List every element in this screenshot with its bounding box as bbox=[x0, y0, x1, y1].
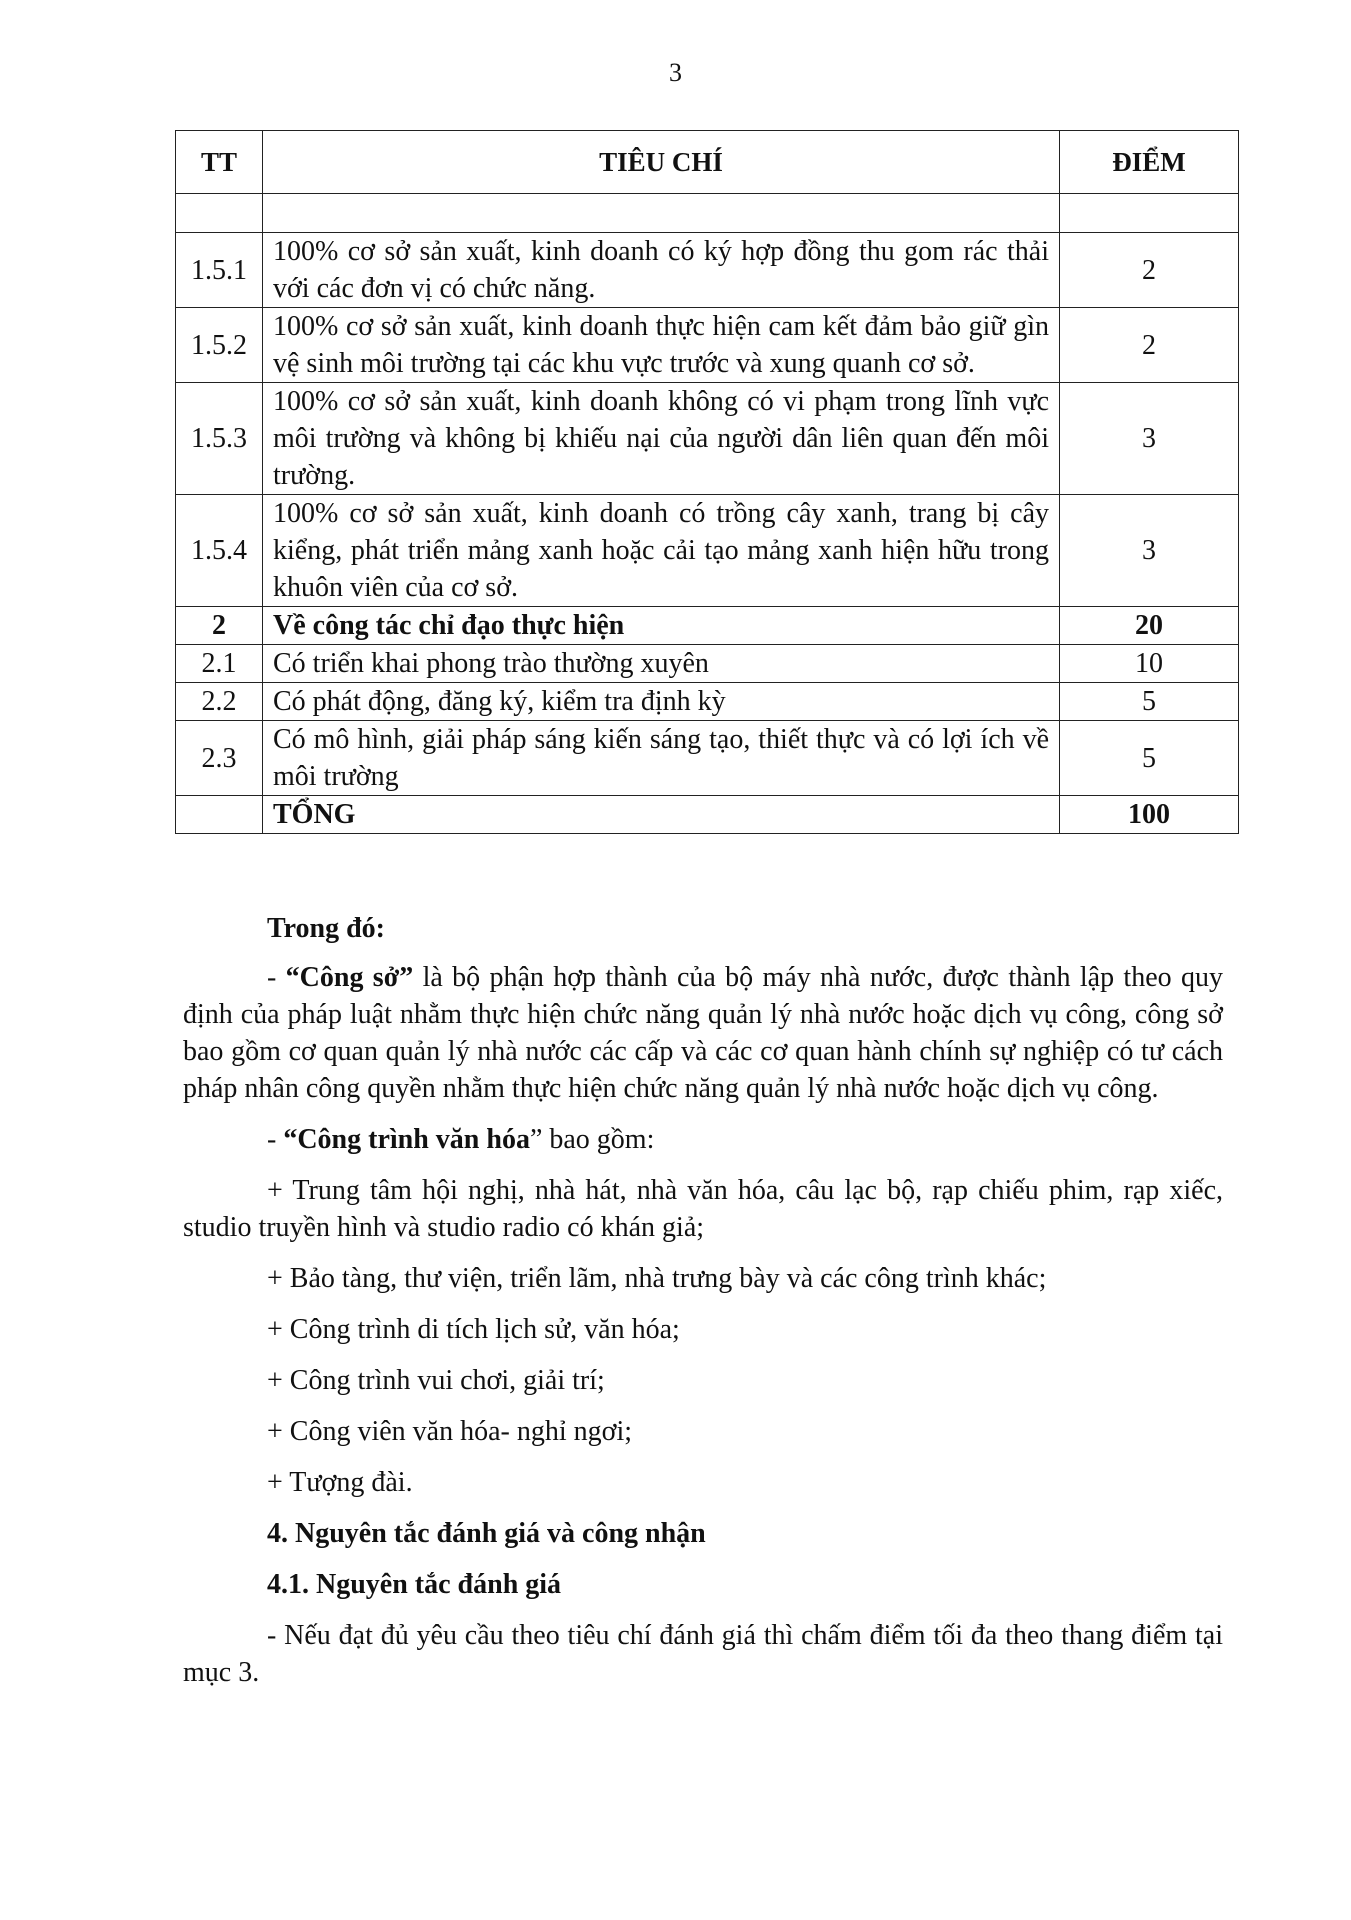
row-points: 5 bbox=[1060, 721, 1239, 796]
row-tt: 2.3 bbox=[176, 721, 263, 796]
row-criteria: Có phát động, đăng ký, kiểm tra định kỳ bbox=[263, 683, 1060, 721]
row-criteria: 100% cơ sở sản xuất, kinh doanh có trồng cây xanh, trang bị cây kiểng, phát triển mảng xanh hoặc cải tạo mảng xanh hiện hữu trong khuôn viên của cơ sở. bbox=[263, 495, 1060, 607]
row-points: 3 bbox=[1060, 495, 1239, 607]
row-criteria: 100% cơ sở sản xuất, kinh doanh có ký hợp đồng thu gom rác thải với các đơn vị có chức năng. bbox=[263, 233, 1060, 308]
row-criteria: Có triển khai phong trào thường xuyên bbox=[263, 645, 1060, 683]
cong-trinh-intro: ” bao gồm: bbox=[529, 1124, 655, 1155]
list-item: + Trung tâm hội nghị, nhà hát, nhà văn hóa, câu lạc bộ, rạp chiếu phim, rạp xiếc, studio truyền hình và studio radio có khán giả; bbox=[183, 1175, 1223, 1243]
header-criteria: TIÊU CHÍ bbox=[263, 131, 1060, 194]
list-item: + Công viên văn hóa- nghỉ ngơi; bbox=[267, 1416, 632, 1447]
row-points: 3 bbox=[1060, 383, 1239, 495]
section-4-heading: 4. Nguyên tắc đánh giá và công nhận bbox=[267, 1518, 706, 1549]
row-tt: 1.5.4 bbox=[176, 495, 263, 607]
row-criteria: Về công tác chỉ đạo thực hiện bbox=[263, 607, 1060, 645]
total-points: 100 bbox=[1060, 796, 1239, 834]
row-criteria: Có mô hình, giải pháp sáng kiến sáng tạo, thiết thực và có lợi ích về môi trường bbox=[263, 721, 1060, 796]
row-criteria: 100% cơ sở sản xuất, kinh doanh thực hiện cam kết đảm bảo giữ gìn vệ sinh môi trường tại các khu vực trước và xung quanh cơ sở. bbox=[263, 308, 1060, 383]
table-row-section bbox=[176, 607, 1239, 645]
row-points: 10 bbox=[1060, 645, 1239, 683]
table-header-row bbox=[176, 131, 1239, 194]
table-row bbox=[176, 645, 1239, 683]
table-row bbox=[176, 383, 1239, 495]
body-text bbox=[183, 910, 1223, 1691]
header-points: ĐIỂM bbox=[1060, 131, 1239, 194]
row-tt: 1.5.2 bbox=[176, 308, 263, 383]
header-tt: TT bbox=[176, 131, 263, 194]
trong-do-heading: Trong đó: bbox=[267, 913, 385, 944]
row-tt: 2 bbox=[176, 607, 263, 645]
table-row bbox=[176, 683, 1239, 721]
row-criteria: 100% cơ sở sản xuất, kinh doanh không có vi phạm trong lĩnh vực môi trường và không bị khiếu nại của người dân liên quan đến môi trường. bbox=[263, 383, 1060, 495]
table-row bbox=[176, 495, 1239, 607]
cong-so-paragraph: - “Công sở” là bộ phận hợp thành của bộ máy nhà nước, được thành lập theo quy định của pháp luật nhằm thực hiện chức năng quản lý nhà nước hoặc dịch vụ công, công sở bao gồm cơ quan quản lý nhà nước các cấp và các cơ quan hành chính sự nghiệp có tư cách pháp nhân công quyền nhằm thực hiện chức năng quản lý nhà nước hoặc dịch vụ công. bbox=[183, 962, 1223, 1104]
row-tt: 1.5.1 bbox=[176, 233, 263, 308]
total-label: TỔNG bbox=[263, 796, 1060, 834]
section-4-1-heading: 4.1. Nguyên tắc đánh giá bbox=[267, 1569, 562, 1600]
cong-so-definition: là bộ phận hợp thành của bộ máy nhà nước, được thành lập theo quy định của pháp luật nhằm thực hiện chức năng quản lý nhà nước hoặc dịch vụ công, công sở bao gồm cơ quan quản lý nhà nước các cấp và các cơ quan hành chính sự nghiệp có tư cách pháp nhân công quyền nhằm thực hiện chức năng quản lý nhà nước hoặc dịch vụ công. bbox=[183, 962, 1223, 1104]
table-total-row bbox=[176, 796, 1239, 834]
row-points: 2 bbox=[1060, 308, 1239, 383]
row-points: 2 bbox=[1060, 233, 1239, 308]
table-row bbox=[176, 721, 1239, 796]
row-tt: 2.1 bbox=[176, 645, 263, 683]
cong-trinh-term: “Công trình văn hóa bbox=[283, 1124, 530, 1155]
list-item: + Bảo tàng, thư viện, triển lãm, nhà trưng bày và các công trình khác; bbox=[267, 1263, 1047, 1294]
row-points: 5 bbox=[1060, 683, 1239, 721]
criteria-table bbox=[175, 130, 1239, 834]
row-tt: 2.2 bbox=[176, 683, 263, 721]
rule-paragraph: - Nếu đạt đủ yêu cầu theo tiêu chí đánh giá thì chấm điểm tối đa theo thang điểm tại mục 3. bbox=[183, 1620, 1223, 1688]
list-item: + Công trình vui chơi, giải trí; bbox=[267, 1365, 605, 1396]
row-tt: 1.5.3 bbox=[176, 383, 263, 495]
cong-so-term: “Công sở” bbox=[285, 962, 414, 993]
cong-trinh-paragraph: - “Công trình văn hóa” bao gồm: bbox=[267, 1124, 655, 1155]
table-row bbox=[176, 308, 1239, 383]
row-tt bbox=[176, 796, 263, 834]
page-number: 3 bbox=[669, 58, 682, 87]
list-item: + Tượng đài. bbox=[267, 1467, 413, 1498]
table-row bbox=[176, 233, 1239, 308]
row-points: 20 bbox=[1060, 607, 1239, 645]
empty-row bbox=[176, 194, 1239, 233]
list-item: + Công trình di tích lịch sử, văn hóa; bbox=[267, 1314, 680, 1345]
